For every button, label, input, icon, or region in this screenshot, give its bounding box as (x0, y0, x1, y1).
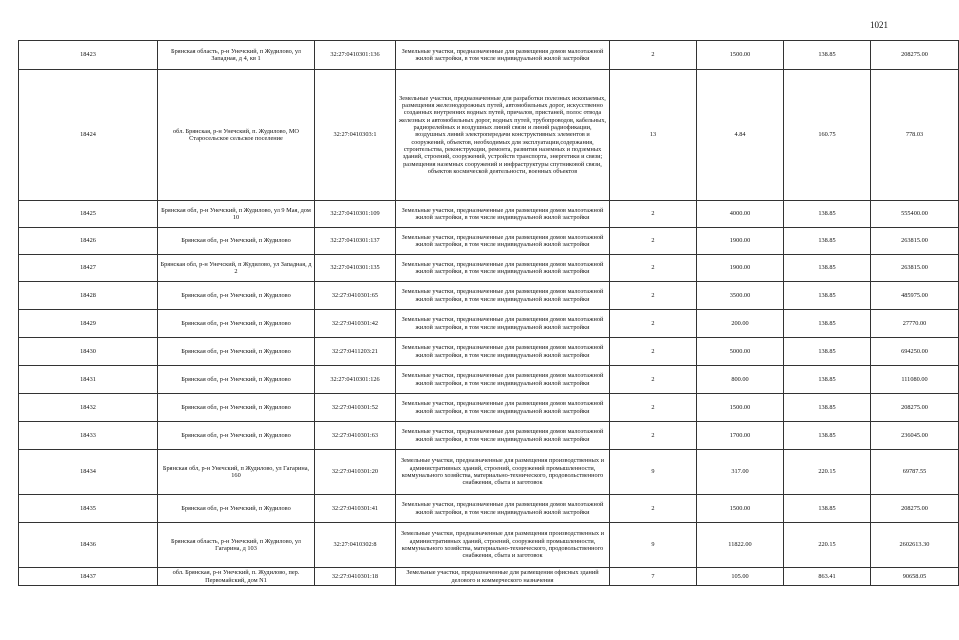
cadastral-value-cell: 778.03 (871, 70, 959, 201)
group-cell: 2 (610, 201, 697, 228)
cadastral-value-cell: 263815.00 (871, 255, 959, 282)
group-cell: 2 (610, 41, 697, 70)
rate-cell: 220.15 (784, 523, 871, 568)
row-number: 18425 (19, 201, 158, 228)
cadastral-value-cell: 694250.00 (871, 338, 959, 366)
group-cell: 2 (610, 338, 697, 366)
table-row (19, 450, 959, 495)
table-row (19, 70, 959, 201)
group-cell: 2 (610, 282, 697, 310)
cadastral-number-cell: 32:27:0410301:20 (315, 450, 396, 495)
area-cell: 4000.00 (697, 201, 784, 228)
row-number: 18430 (19, 338, 158, 366)
row-number: 18435 (19, 495, 158, 523)
table-body (19, 41, 959, 586)
table-row (19, 255, 959, 282)
group-cell: 2 (610, 422, 697, 450)
area-cell: 1700.00 (697, 422, 784, 450)
table-row (19, 422, 959, 450)
address-cell: Брянская область, р-н Унечский, п Жудилово, ул Гагарина, д 103 (158, 523, 315, 568)
land-purpose-cell: Земельные участки, предназначенные для размещения домов малоэтажной жилой застройки, в том числе индивидуальной жилой застройки (396, 495, 610, 523)
cadastral-number-cell: 32:27:0410302:8 (315, 523, 396, 568)
area-cell: 4.84 (697, 70, 784, 201)
cadastral-number-cell: 32:27:0410301:136 (315, 41, 396, 70)
cadastral-value-cell: 208275.00 (871, 495, 959, 523)
land-purpose-cell: Земельные участки, предназначенные для размещения домов малоэтажной жилой застройки, в том числе индивидуальной жилой застройки (396, 310, 610, 338)
area-cell: 11822.00 (697, 523, 784, 568)
area-cell: 3500.00 (697, 282, 784, 310)
cadastral-value-cell: 555400.00 (871, 201, 959, 228)
rate-cell: 138.85 (784, 282, 871, 310)
cadastral-value-cell: 263815.00 (871, 228, 959, 255)
land-purpose-cell: Земельные участки, предназначенные для размещения домов малоэтажной жилой застройки, в том числе индивидуальной жилой застройки (396, 201, 610, 228)
cadastral-number-cell: 32:27:0410301:63 (315, 422, 396, 450)
group-cell: 9 (610, 450, 697, 495)
area-cell: 800.00 (697, 366, 784, 394)
land-purpose-cell: Земельные участки, предназначенные для размещения домов малоэтажной жилой застройки, в том числе индивидуальной жилой застройки (396, 366, 610, 394)
address-cell: Брянская обл, р-н Унечский, п Жудилово (158, 338, 315, 366)
row-number: 18432 (19, 394, 158, 422)
land-purpose-cell: Земельные участки, предназначенные для размещения производственных и административных зданий, строений, сооружений промышленности, коммунального хозяйства, материально-технического, продовольственного снабжения, сбыта и заготовок (396, 523, 610, 568)
address-cell: Брянская обл, р-н Унечский, п Жудилово (158, 282, 315, 310)
address-cell: Брянская обл, р-н Унечский, п Жудилово (158, 394, 315, 422)
land-purpose-cell: Земельные участки, предназначенные для размещения домов малоэтажной жилой застройки, в том числе индивидуальной жилой застройки (396, 422, 610, 450)
area-cell: 5000.00 (697, 338, 784, 366)
table-row (19, 394, 959, 422)
row-number: 18423 (19, 41, 158, 70)
table-row (19, 228, 959, 255)
rate-cell: 138.85 (784, 310, 871, 338)
cadastral-value-cell: 485975.00 (871, 282, 959, 310)
cadastral-number-cell: 32:27:0410301:126 (315, 366, 396, 394)
row-number: 18431 (19, 366, 158, 394)
group-cell: 2 (610, 495, 697, 523)
address-cell: Брянская обл, р-н Унечский, п Жудилово (158, 310, 315, 338)
cadastral-value-cell: 90658.05 (871, 568, 959, 586)
land-purpose-cell: Земельные участки, предназначенные для разработки полезных ископаемых, размещения железнодорожных путей, автомобильных дорог, искусственно созданных внутренних водных путей, причалов, пристаней, полос отвода железных и автомобильных дорог, водных путей, трубопроводов, кабельных, радиорелейных и воздушных линий связи и линий радиофикации, воздушных линий электропередачи конструктивных элементов и сооружений, объектов, необходимых для эксплуатации,содержания, строительства, реконструкции, ремонта, развития наземных и подземных зданий, строений, сооружений, устройств транспорта, энергетики и связи; размещения наземных сооружений и инфраструктуры спутниковой связи, объектов космической деятельности, военных объектов (396, 70, 610, 201)
cadastral-number-cell: 32:27:0410301:135 (315, 255, 396, 282)
cadastral-value-cell: 27770.00 (871, 310, 959, 338)
table-row (19, 523, 959, 568)
cadastral-value-cell: 111080.00 (871, 366, 959, 394)
table-row (19, 338, 959, 366)
rate-cell: 863.41 (784, 568, 871, 586)
group-cell: 7 (610, 568, 697, 586)
rate-cell: 138.85 (784, 366, 871, 394)
area-cell: 317.00 (697, 450, 784, 495)
row-number: 18428 (19, 282, 158, 310)
area-cell: 1500.00 (697, 394, 784, 422)
rate-cell: 138.85 (784, 394, 871, 422)
rate-cell: 138.85 (784, 255, 871, 282)
rate-cell: 138.85 (784, 201, 871, 228)
cadastral-value-cell: 208275.00 (871, 394, 959, 422)
area-cell: 1900.00 (697, 228, 784, 255)
address-cell: обл. Брянская, р-н Унечский, п. Жудилово, МО Старосельское сельское поселение (158, 70, 315, 201)
land-purpose-cell: Земельные участки, предназначенные для размещения домов малоэтажной жилой застройки, в том числе индивидуальной жилой застройки (396, 41, 610, 70)
cadastral-number-cell: 32:27:0410301:65 (315, 282, 396, 310)
rate-cell: 220.15 (784, 450, 871, 495)
area-cell: 105.00 (697, 568, 784, 586)
cadastral-value-cell: 69787.55 (871, 450, 959, 495)
table-row (19, 201, 959, 228)
row-number: 18434 (19, 450, 158, 495)
row-number: 18427 (19, 255, 158, 282)
address-cell: Брянская обл, р-н Унечский, п Жудилово, ул Гагарина, 160 (158, 450, 315, 495)
row-number: 18433 (19, 422, 158, 450)
group-cell: 2 (610, 394, 697, 422)
table-row (19, 366, 959, 394)
address-cell: Брянская область, р-н Унечский, п Жудилово, ул Западная, д 4, кв 1 (158, 41, 315, 70)
area-cell: 1500.00 (697, 495, 784, 523)
table-row (19, 310, 959, 338)
address-cell: Брянская обл, р-н Унечский, п Жудилово (158, 495, 315, 523)
group-cell: 2 (610, 366, 697, 394)
group-cell: 2 (610, 310, 697, 338)
cadastral-number-cell: 32:27:0411203:21 (315, 338, 396, 366)
cadastral-value-cell: 2602613.30 (871, 523, 959, 568)
address-cell: Брянская обл, р-н Унечский, п Жудилово, ул 9 Мая, дом 10 (158, 201, 315, 228)
area-cell: 1900.00 (697, 255, 784, 282)
rate-cell: 138.85 (784, 495, 871, 523)
cadastral-number-cell: 32:27:0410301:137 (315, 228, 396, 255)
land-purpose-cell: Земельные участки, предназначенные для размещения домов малоэтажной жилой застройки, в том числе индивидуальной жилой застройки (396, 282, 610, 310)
address-cell: Брянская обл, р-н Унечский, п Жудилово (158, 228, 315, 255)
table-row (19, 282, 959, 310)
cadastral-number-cell: 32:27:0410301:41 (315, 495, 396, 523)
address-cell: Брянская обл, р-н Унечский, п Жудилово (158, 422, 315, 450)
address-cell: обл. Брянская, р-н Унечский, п. Жудилово, пер. Первомайский, дом N1 (158, 568, 315, 586)
cadastral-number-cell: 32:27:0410303:1 (315, 70, 396, 201)
row-number: 18424 (19, 70, 158, 201)
table-row (19, 568, 959, 586)
cadastral-number-cell: 32:27:0410301:109 (315, 201, 396, 228)
area-cell: 1500.00 (697, 41, 784, 70)
area-cell: 200.00 (697, 310, 784, 338)
cadastral-number-cell: 32:27:0410301:18 (315, 568, 396, 586)
table-row (19, 41, 959, 70)
address-cell: Брянская обл, р-н Унечский, п Жудилово, ул Западная, д 2 (158, 255, 315, 282)
group-cell: 13 (610, 70, 697, 201)
cadastral-value-cell: 236045.00 (871, 422, 959, 450)
rate-cell: 138.85 (784, 422, 871, 450)
rate-cell: 160.75 (784, 70, 871, 201)
land-purpose-cell: Земельные участки, предназначенные для размещения офисных зданий делового и коммерческого назначения (396, 568, 610, 586)
land-purpose-cell: Земельные участки, предназначенные для размещения домов малоэтажной жилой застройки, в том числе индивидуальной жилой застройки (396, 338, 610, 366)
group-cell: 2 (610, 228, 697, 255)
table-row (19, 495, 959, 523)
land-purpose-cell: Земельные участки, предназначенные для размещения домов малоэтажной жилой застройки, в том числе индивидуальной жилой застройки (396, 394, 610, 422)
page-number: 1021 (870, 20, 888, 30)
land-purpose-cell: Земельные участки, предназначенные для размещения домов малоэтажной жилой застройки, в том числе индивидуальной жилой застройки (396, 255, 610, 282)
cadastral-number-cell: 32:27:0410301:42 (315, 310, 396, 338)
address-cell: Брянская обл, р-н Унечский, п Жудилово (158, 366, 315, 394)
land-registry-table (18, 40, 959, 586)
row-number: 18436 (19, 523, 158, 568)
row-number: 18437 (19, 568, 158, 586)
rate-cell: 138.85 (784, 338, 871, 366)
rate-cell: 138.85 (784, 41, 871, 70)
rate-cell: 138.85 (784, 228, 871, 255)
group-cell: 9 (610, 523, 697, 568)
land-purpose-cell: Земельные участки, предназначенные для размещения производственных и административных зданий, строений, сооружений промышленности, коммунального хозяйства, материально-технического, продовольственного снабжения, сбыта и заготовок (396, 450, 610, 495)
row-number: 18429 (19, 310, 158, 338)
group-cell: 2 (610, 255, 697, 282)
row-number: 18426 (19, 228, 158, 255)
cadastral-number-cell: 32:27:0410301:52 (315, 394, 396, 422)
cadastral-value-cell: 208275.00 (871, 41, 959, 70)
land-purpose-cell: Земельные участки, предназначенные для размещения домов малоэтажной жилой застройки, в том числе индивидуальной жилой застройки (396, 228, 610, 255)
